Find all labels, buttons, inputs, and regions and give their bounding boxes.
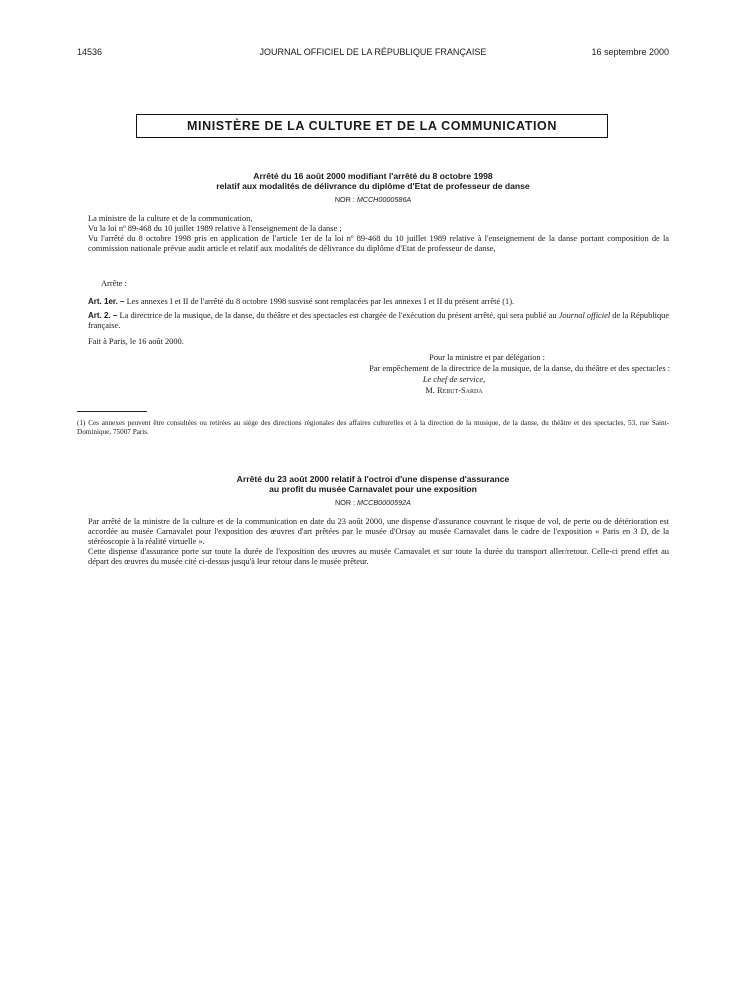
signature-line: Pour la ministre et par délégation : xyxy=(429,353,545,362)
footnote-rule xyxy=(77,411,147,412)
arrete1-title xyxy=(77,171,669,191)
arrete1-title-line2: relatif aux modalités de délivrance du diplôme d'Etat de professeur de danse xyxy=(216,181,530,191)
article-label: Art. 2. – xyxy=(88,311,118,320)
journal-title: JOURNAL OFFICIEL DE LA RÉPUBLIQUE FRANÇAISE xyxy=(259,47,487,57)
paragraph: Vu la loi nº 89-468 du 10 juillet 1989 relative à l'enseignement de la danse ; xyxy=(88,224,342,233)
ministry-title: MINISTÈRE DE LA CULTURE ET DE LA COMMUNICATION xyxy=(187,119,557,133)
paragraph: La ministre de la culture et de la communication, xyxy=(88,214,253,223)
arrete1-title-line1: Arrêté du 16 août 2000 modifiant l'arrêté du 8 octobre 1998 xyxy=(253,171,493,181)
arrete1-visas xyxy=(77,214,669,254)
article-label: Art. 1er. – xyxy=(88,297,125,306)
journal-name: Journal officiel xyxy=(558,311,611,320)
signatory-name: M. Rebut-Sarda xyxy=(425,386,483,395)
arrete1-nor xyxy=(77,195,669,204)
footnote: (1) Ces annexes peuvent être consultées ou retirées au siège des directions régionales des affaires culturelles et à la direction de la musique, de la danse, du théâtre et des spectacles, 53, rue Saint-Dominique, 75007 Paris. xyxy=(77,419,669,436)
arrete2-nor xyxy=(77,498,669,507)
ministry-box xyxy=(136,114,608,138)
nor-code: MCCB0000592A xyxy=(357,498,411,507)
nor-code: MCCH0000586A xyxy=(356,195,412,204)
arrete2-title xyxy=(77,474,669,494)
page-number: 14536 xyxy=(77,47,103,57)
article-2 xyxy=(77,311,669,331)
paragraph: Par arrêté de la ministre de la culture et de la communication en date du 23 août 2000, une dispense d'assurance couvrant le risque de vol, de perte ou de détérioration est accordée au musée Carnavalet pour l'exposition des œuvres d'art prêtées par le musée d'Orsay au musée Carnavalet dans le cadre de l'exposition « Paris en 3 D, de la stéréoscopie à la réalité virtuelle ». xyxy=(88,517,669,546)
publication-date: 16 septembre 2000 xyxy=(591,47,669,57)
paragraph: Vu l'arrêté du 8 octobre 1998 pris en application de l'article 1er de la loi nº 89-468 du 10 juillet 1989 relative à l'enseignement de la danse portant composition de la commission nationale prévue audit article et relatif aux modalités de délivrance du diplôme d'Etat de professeur de danse, xyxy=(88,234,669,253)
article-1 xyxy=(77,297,669,307)
arrete2-body xyxy=(77,517,669,567)
nor-label: NOR : xyxy=(334,195,355,204)
article-text: Les annexes I et II de l'arrêté du 8 octobre 1998 susvisé sont remplacées par les annexes I et II du présent arrêté (1). xyxy=(126,297,515,306)
article-text: de la République française. xyxy=(88,311,670,330)
paragraph: Cette dispense d'assurance porte sur toute la durée de l'exposition des œuvres au musée Carnavalet et sur toute la durée du transport aller/retour. Celle-ci prend effet au départ des œuvres du musée cité ci-dessus jusqu'à leur retour dans le musée prêteur. xyxy=(88,547,669,566)
fait-a-paris: Fait à Paris, le 16 août 2000. xyxy=(88,337,184,346)
arrete2-title-line1: Arrêté du 23 août 2000 relatif à l'octroi d'une dispense d'assurance xyxy=(236,474,510,484)
running-header xyxy=(77,47,669,61)
signature-title: Le chef de service, xyxy=(422,375,486,384)
article-text: La directrice de la musique, de la danse, du théâtre et des spectacles est chargée de l'exécution du présent arrêté, qui sera publié au xyxy=(119,311,557,320)
signature-line: Par empêchement de la directrice de la musique, de la danse, du théâtre et des spectacles : xyxy=(369,364,670,373)
arrete-label: Arrête : xyxy=(101,279,127,288)
nor-label: NOR : xyxy=(335,498,355,507)
arrete2-title-line2: au profit du musée Carnavalet pour une exposition xyxy=(269,484,477,494)
